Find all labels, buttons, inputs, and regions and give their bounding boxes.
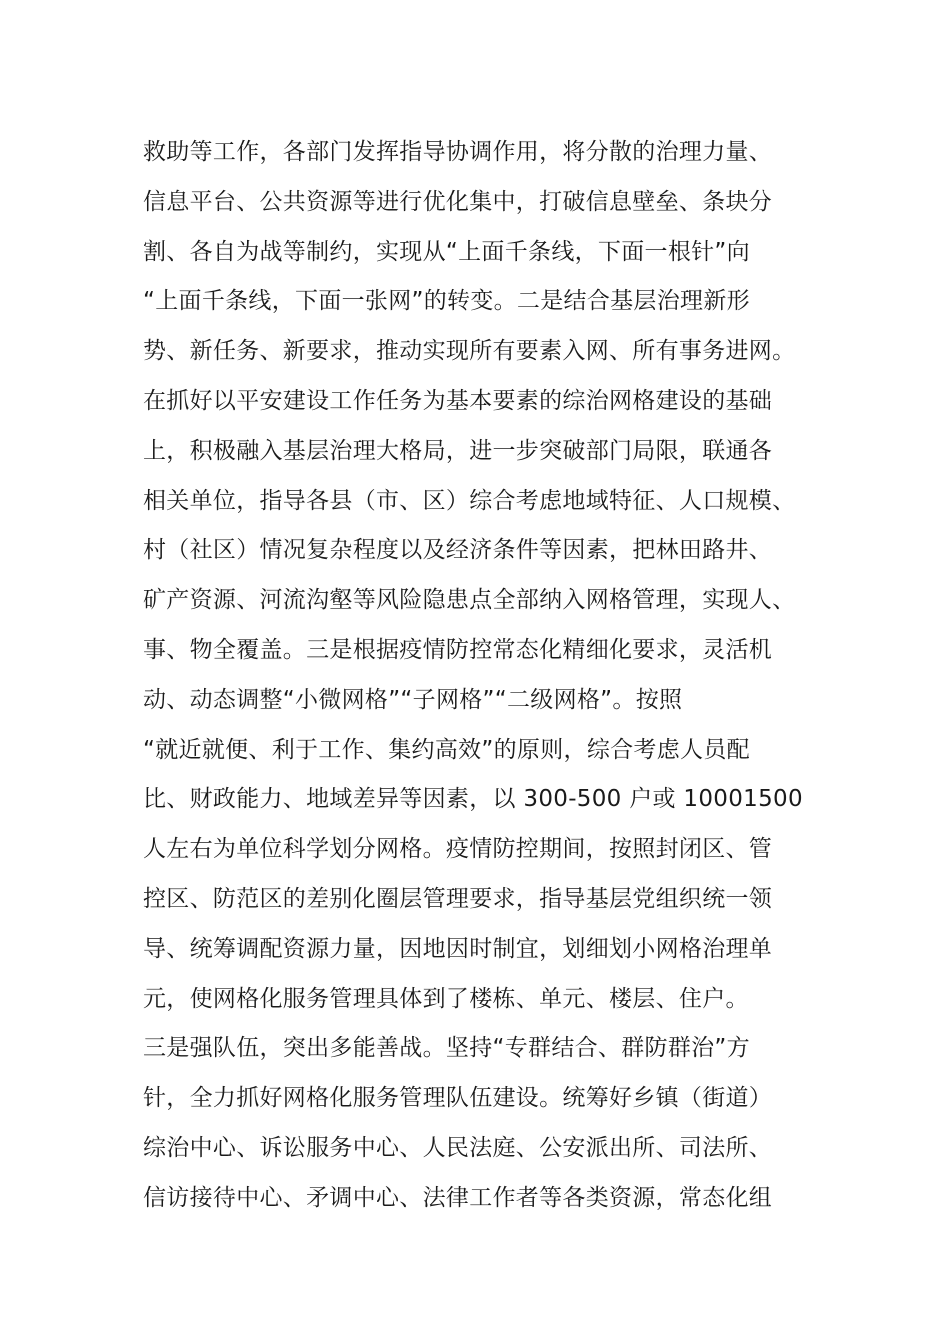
text-line: 元，使网格化服务管理具体到了楼栋、单元、楼层、住户。	[143, 985, 749, 1012]
body-text	[143, 128, 833, 1224]
text-line: “上面千条线，下面一张网”的转变。二是结合基层治理新形	[143, 288, 750, 315]
text-line: 三是强队伍，突出多能善战。坚持“专群结合、群防群治”方	[143, 1035, 750, 1062]
text-line: 在抓好以平安建设工作任务为基本要素的综治网格建设的基础	[143, 387, 773, 414]
text-line: 控区、防范区的差别化圈层管理要求，指导基层党组织统一领	[143, 885, 773, 912]
text-line: “就近就便、利于工作、集约高效”的原则，综合考虑人员配	[143, 736, 750, 763]
text-line: 割、各自为战等制约，实现从“上面千条线，下面一根针”向	[143, 238, 750, 265]
text-line: 势、新任务、新要求，推动实现所有要素入网、所有事务进网。	[143, 338, 796, 365]
text-line: 救助等工作，各部门发挥指导协调作用，将分散的治理力量、	[143, 139, 773, 165]
text-line: 上，积极融入基层治理大格局，进一步突破部门局限，联通各	[143, 437, 773, 464]
text-line: 人左右为单位科学划分网格。疫情防控期间，按照封闭区、管	[143, 836, 773, 863]
text-line: 导、统筹调配资源力量，因地因时制宜，划细划小网格治理单	[143, 935, 773, 962]
text-line: 事、物全覆盖。三是根据疫情防控常态化精细化要求，灵活机	[143, 636, 773, 663]
text-line: 综治中心、诉讼服务中心、人民法庭、公安派出所、司法所、	[143, 1134, 773, 1161]
text-line: 相关单位，指导各县（市、区）综合考虑地域特征、人口规模、	[143, 487, 796, 514]
text-line: 信访接待中心、矛调中心、法律工作者等各类资源，常态化组	[143, 1184, 773, 1211]
text-line: 村（社区）情况复杂程度以及经济条件等因素，把林田路井、	[143, 537, 773, 564]
text-line: 动、动态调整“小微网格”“子网格”“二级网格”。按照	[143, 686, 683, 713]
text-line: 矿产资源、河流沟壑等风险隐患点全部纳入网格管理，实现人、	[143, 587, 796, 614]
text-line: 针，全力抓好网格化服务管理队伍建设。统筹好乡镇（街道）	[143, 1085, 773, 1112]
text-line: 信息平台、公共资源等进行优化集中，打破信息壁垒、条块分	[143, 188, 773, 215]
text-line: 比、财政能力、地域差异等因素，以 300-500 户或 10001500	[143, 786, 803, 813]
